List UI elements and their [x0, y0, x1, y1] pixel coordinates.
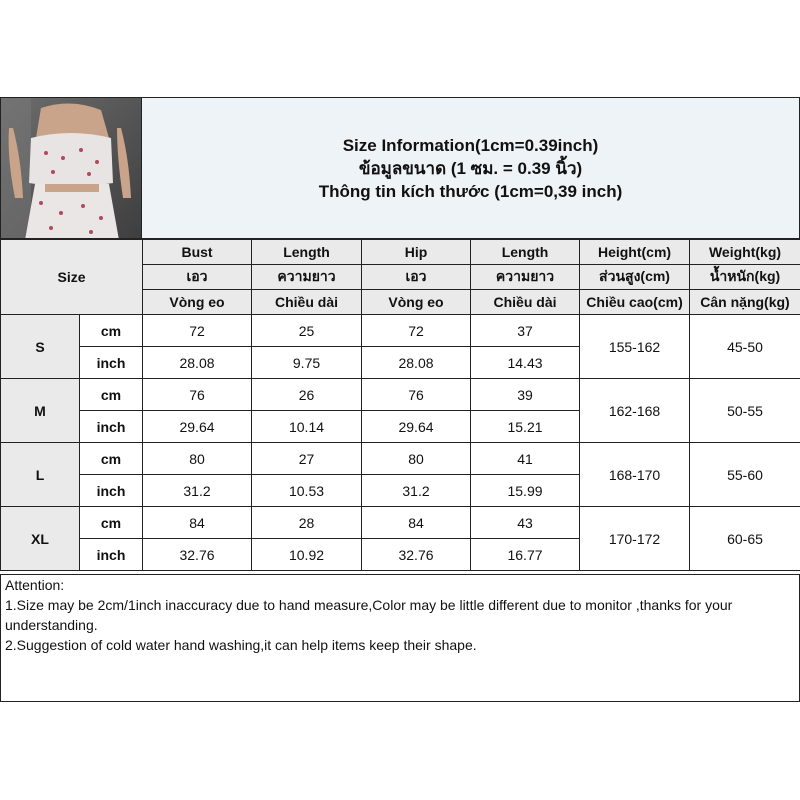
- table-cell: 43: [471, 507, 580, 539]
- unit-inch: inch: [80, 539, 143, 571]
- weight-range-xl: 60-65: [690, 507, 800, 571]
- title-english: Size Information(1cm=0.39inch): [342, 135, 599, 155]
- table-cell: 28: [252, 507, 362, 539]
- size-label-xl: XL: [1, 507, 80, 571]
- table-cell: 84: [143, 507, 252, 539]
- table-cell: 31.2: [362, 475, 471, 507]
- size-label-m: M: [1, 379, 80, 443]
- header-hip: Hip: [362, 240, 471, 265]
- table-cell: 37: [471, 315, 580, 347]
- table-cell: 10.92: [252, 539, 362, 571]
- table-cell: 76: [143, 379, 252, 411]
- size-information-title: [142, 97, 800, 239]
- table-cell: 29.64: [143, 411, 252, 443]
- table-cell: 10.53: [252, 475, 362, 507]
- table-cell: 39: [471, 379, 580, 411]
- unit-cm: cm: [80, 443, 143, 475]
- header-length-vi: Chiều dài: [252, 290, 362, 315]
- attention-note-1: 1.Size may be 2cm/1inch inaccuracy due to hand measure,Color may be little different due to monitor ,thanks for your understanding.: [5, 597, 733, 633]
- header-height-thai: ส่วนสูง(cm): [580, 265, 690, 290]
- unit-cm: cm: [80, 507, 143, 539]
- table-cell: 26: [252, 379, 362, 411]
- attention-note-2: 2.Suggestion of cold water hand washing,it can help items keep their shape.: [5, 637, 477, 653]
- header-hip-thai: เอว: [362, 265, 471, 290]
- table-cell: 27: [252, 443, 362, 475]
- table-cell: 9.75: [252, 347, 362, 379]
- size-table: [0, 239, 800, 571]
- header-length-2: Length: [471, 240, 580, 265]
- table-cell: 80: [362, 443, 471, 475]
- header-weight-vi: Cân nặng(kg): [690, 290, 800, 315]
- size-label-l: L: [1, 443, 80, 507]
- product-photo: [0, 97, 142, 239]
- header-length: Length: [252, 240, 362, 265]
- header-height-vi: Chiều cao(cm): [580, 290, 690, 315]
- header-bust-vi: Vòng eo: [143, 290, 252, 315]
- height-range-m: 162-168: [580, 379, 690, 443]
- size-header: Size: [1, 240, 143, 315]
- header-weight-thai: น้ำหนัก(kg): [690, 265, 800, 290]
- table-cell: 28.08: [362, 347, 471, 379]
- unit-inch: inch: [80, 347, 143, 379]
- header-hip-vi: Vòng eo: [362, 290, 471, 315]
- weight-range-s: 45-50: [690, 315, 800, 379]
- table-cell: 29.64: [362, 411, 471, 443]
- height-range-l: 168-170: [580, 443, 690, 507]
- header-bust-thai: เอว: [143, 265, 252, 290]
- table-cell: 32.76: [143, 539, 252, 571]
- table-cell: 25: [252, 315, 362, 347]
- table-cell: 14.43: [471, 347, 580, 379]
- header-length-2-thai: ความยาว: [471, 265, 580, 290]
- table-cell: 16.77: [471, 539, 580, 571]
- table-cell: 72: [362, 315, 471, 347]
- header-height: Height(cm): [580, 240, 690, 265]
- table-cell: 10.14: [252, 411, 362, 443]
- title-vietnamese: Thông tin kích thước (1cm=0,39 inch): [318, 181, 623, 201]
- height-range-xl: 170-172: [580, 507, 690, 571]
- table-cell: 15.99: [471, 475, 580, 507]
- unit-inch: inch: [80, 411, 143, 443]
- table-cell: 41: [471, 443, 580, 475]
- header-length-thai: ความยาว: [252, 265, 362, 290]
- table-cell: 28.08: [143, 347, 252, 379]
- attention-heading: Attention:: [5, 577, 65, 593]
- table-cell: 72: [143, 315, 252, 347]
- header-bust: Bust: [143, 240, 252, 265]
- table-cell: 80: [143, 443, 252, 475]
- table-cell: 15.21: [471, 411, 580, 443]
- unit-inch: inch: [80, 475, 143, 507]
- weight-range-l: 55-60: [690, 443, 800, 507]
- attention-notes: [0, 574, 800, 702]
- size-label-s: S: [1, 315, 80, 379]
- product-photo-image: [1, 98, 142, 239]
- size-chart: [0, 97, 800, 703]
- table-cell: 84: [362, 507, 471, 539]
- header-length-2-vi: Chiều dài: [471, 290, 580, 315]
- table-cell: 76: [362, 379, 471, 411]
- table-cell: 31.2: [143, 475, 252, 507]
- height-range-s: 155-162: [580, 315, 690, 379]
- unit-cm: cm: [80, 315, 143, 347]
- table-cell: 32.76: [362, 539, 471, 571]
- title-thai: ข้อมูลขนาด (1 ซม. = 0.39 นิ้ว): [358, 158, 583, 178]
- weight-range-m: 50-55: [690, 379, 800, 443]
- unit-cm: cm: [80, 379, 143, 411]
- header-weight: Weight(kg): [690, 240, 800, 265]
